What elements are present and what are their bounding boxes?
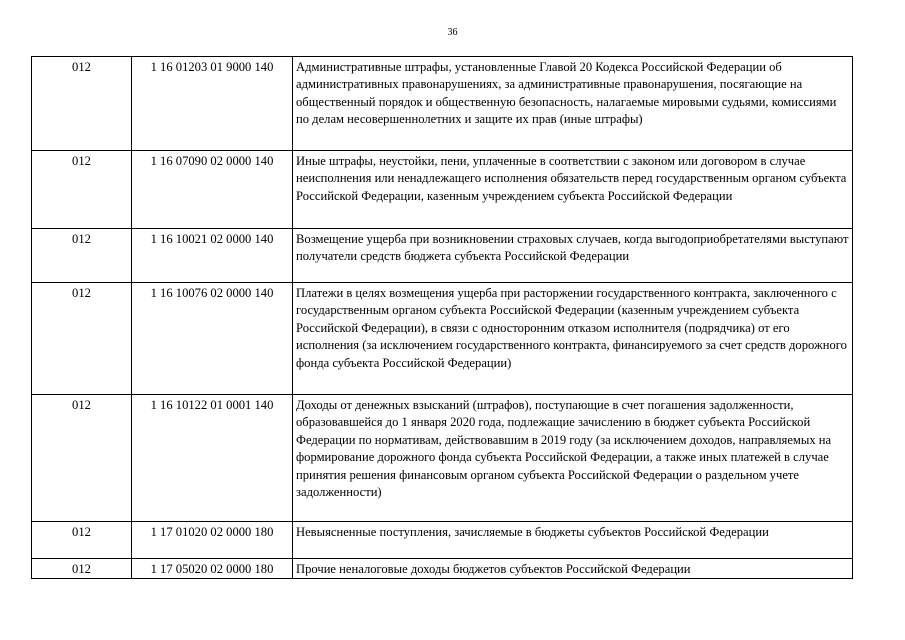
table-row: [32, 522, 853, 559]
table-row: [32, 57, 853, 151]
table-row: [32, 283, 853, 395]
table-row: [32, 395, 853, 522]
page-number: 36: [447, 27, 458, 38]
kbk-code-cell: 1 16 07090 02 0000 140: [132, 151, 293, 229]
revenue-name-cell: Прочие неналоговые доходы бюджетов субъектов Российской Федерации: [293, 559, 853, 579]
budget-revenue-table: [31, 56, 853, 579]
admin-code-cell: 012: [32, 283, 132, 395]
kbk-code-cell: 1 16 10076 02 0000 140: [132, 283, 293, 395]
kbk-code-cell: 1 16 10122 01 0001 140: [132, 395, 293, 522]
kbk-code-cell: 1 17 01020 02 0000 180: [132, 522, 293, 559]
revenue-name-cell: Невыясненные поступления, зачисляемые в бюджеты субъектов Российской Федерации: [293, 522, 853, 559]
revenue-name-cell: Иные штрафы, неустойки, пени, уплаченные в соответствии с законом или договором в случае неисполнения или ненадлежащего исполнения обязательств перед государственным органом субъекта Российской Федерации, казенным учреждением субъекта Российской Федерации: [293, 151, 853, 229]
table-row: [32, 559, 853, 579]
kbk-code-cell: 1 16 10021 02 0000 140: [132, 229, 293, 283]
admin-code-cell: 012: [32, 559, 132, 579]
admin-code-cell: 012: [32, 395, 132, 522]
admin-code-cell: 012: [32, 57, 132, 151]
revenue-name-cell: Платежи в целях возмещения ущерба при расторжении государственного контракта, заключенного с государственным органом субъекта Российской Федерации (казенным учреждением субъекта Российской Федерации), в связи с односторонним отказом исполнителя (подрядчика) от его исполнения (за исключением государственного контракта, финансируемого за счет средств дорожного фонда субъекта Российской Федерации): [293, 283, 853, 395]
revenue-name-cell: Возмещение ущерба при возникновении страховых случаев, когда выгодоприобретателями выступают получатели средств бюджета субъекта Российской Федерации: [293, 229, 853, 283]
table-row: [32, 229, 853, 283]
kbk-code-cell: 1 16 01203 01 9000 140: [132, 57, 293, 151]
table-row: [32, 151, 853, 229]
revenue-name-cell: Доходы от денежных взысканий (штрафов), поступающие в счет погашения задолженности, образовавшейся до 1 января 2020 года, подлежащие зачислению в бюджет субъекта Российской Федерации по нормативам, действовавшим в 2019 году (за исключением доходов, направляемых на формирование дорожного фонда субъекта Российской Федерации, а также иных платежей в случае принятия решения финансовым органом субъекта Российской Федерации о раздельном учете задолженности): [293, 395, 853, 522]
admin-code-cell: 012: [32, 522, 132, 559]
kbk-code-cell: 1 17 05020 02 0000 180: [132, 559, 293, 579]
revenue-name-cell: Административные штрафы, установленные Главой 20 Кодекса Российской Федерации об административных правонарушениях, за административные правонарушения, посягающие на общественный порядок и общественную безопасность, налагаемые мировыми судьями, комиссиями по делам несовершеннолетних и защите их прав (иные штрафы): [293, 57, 853, 151]
admin-code-cell: 012: [32, 151, 132, 229]
admin-code-cell: 012: [32, 229, 132, 283]
